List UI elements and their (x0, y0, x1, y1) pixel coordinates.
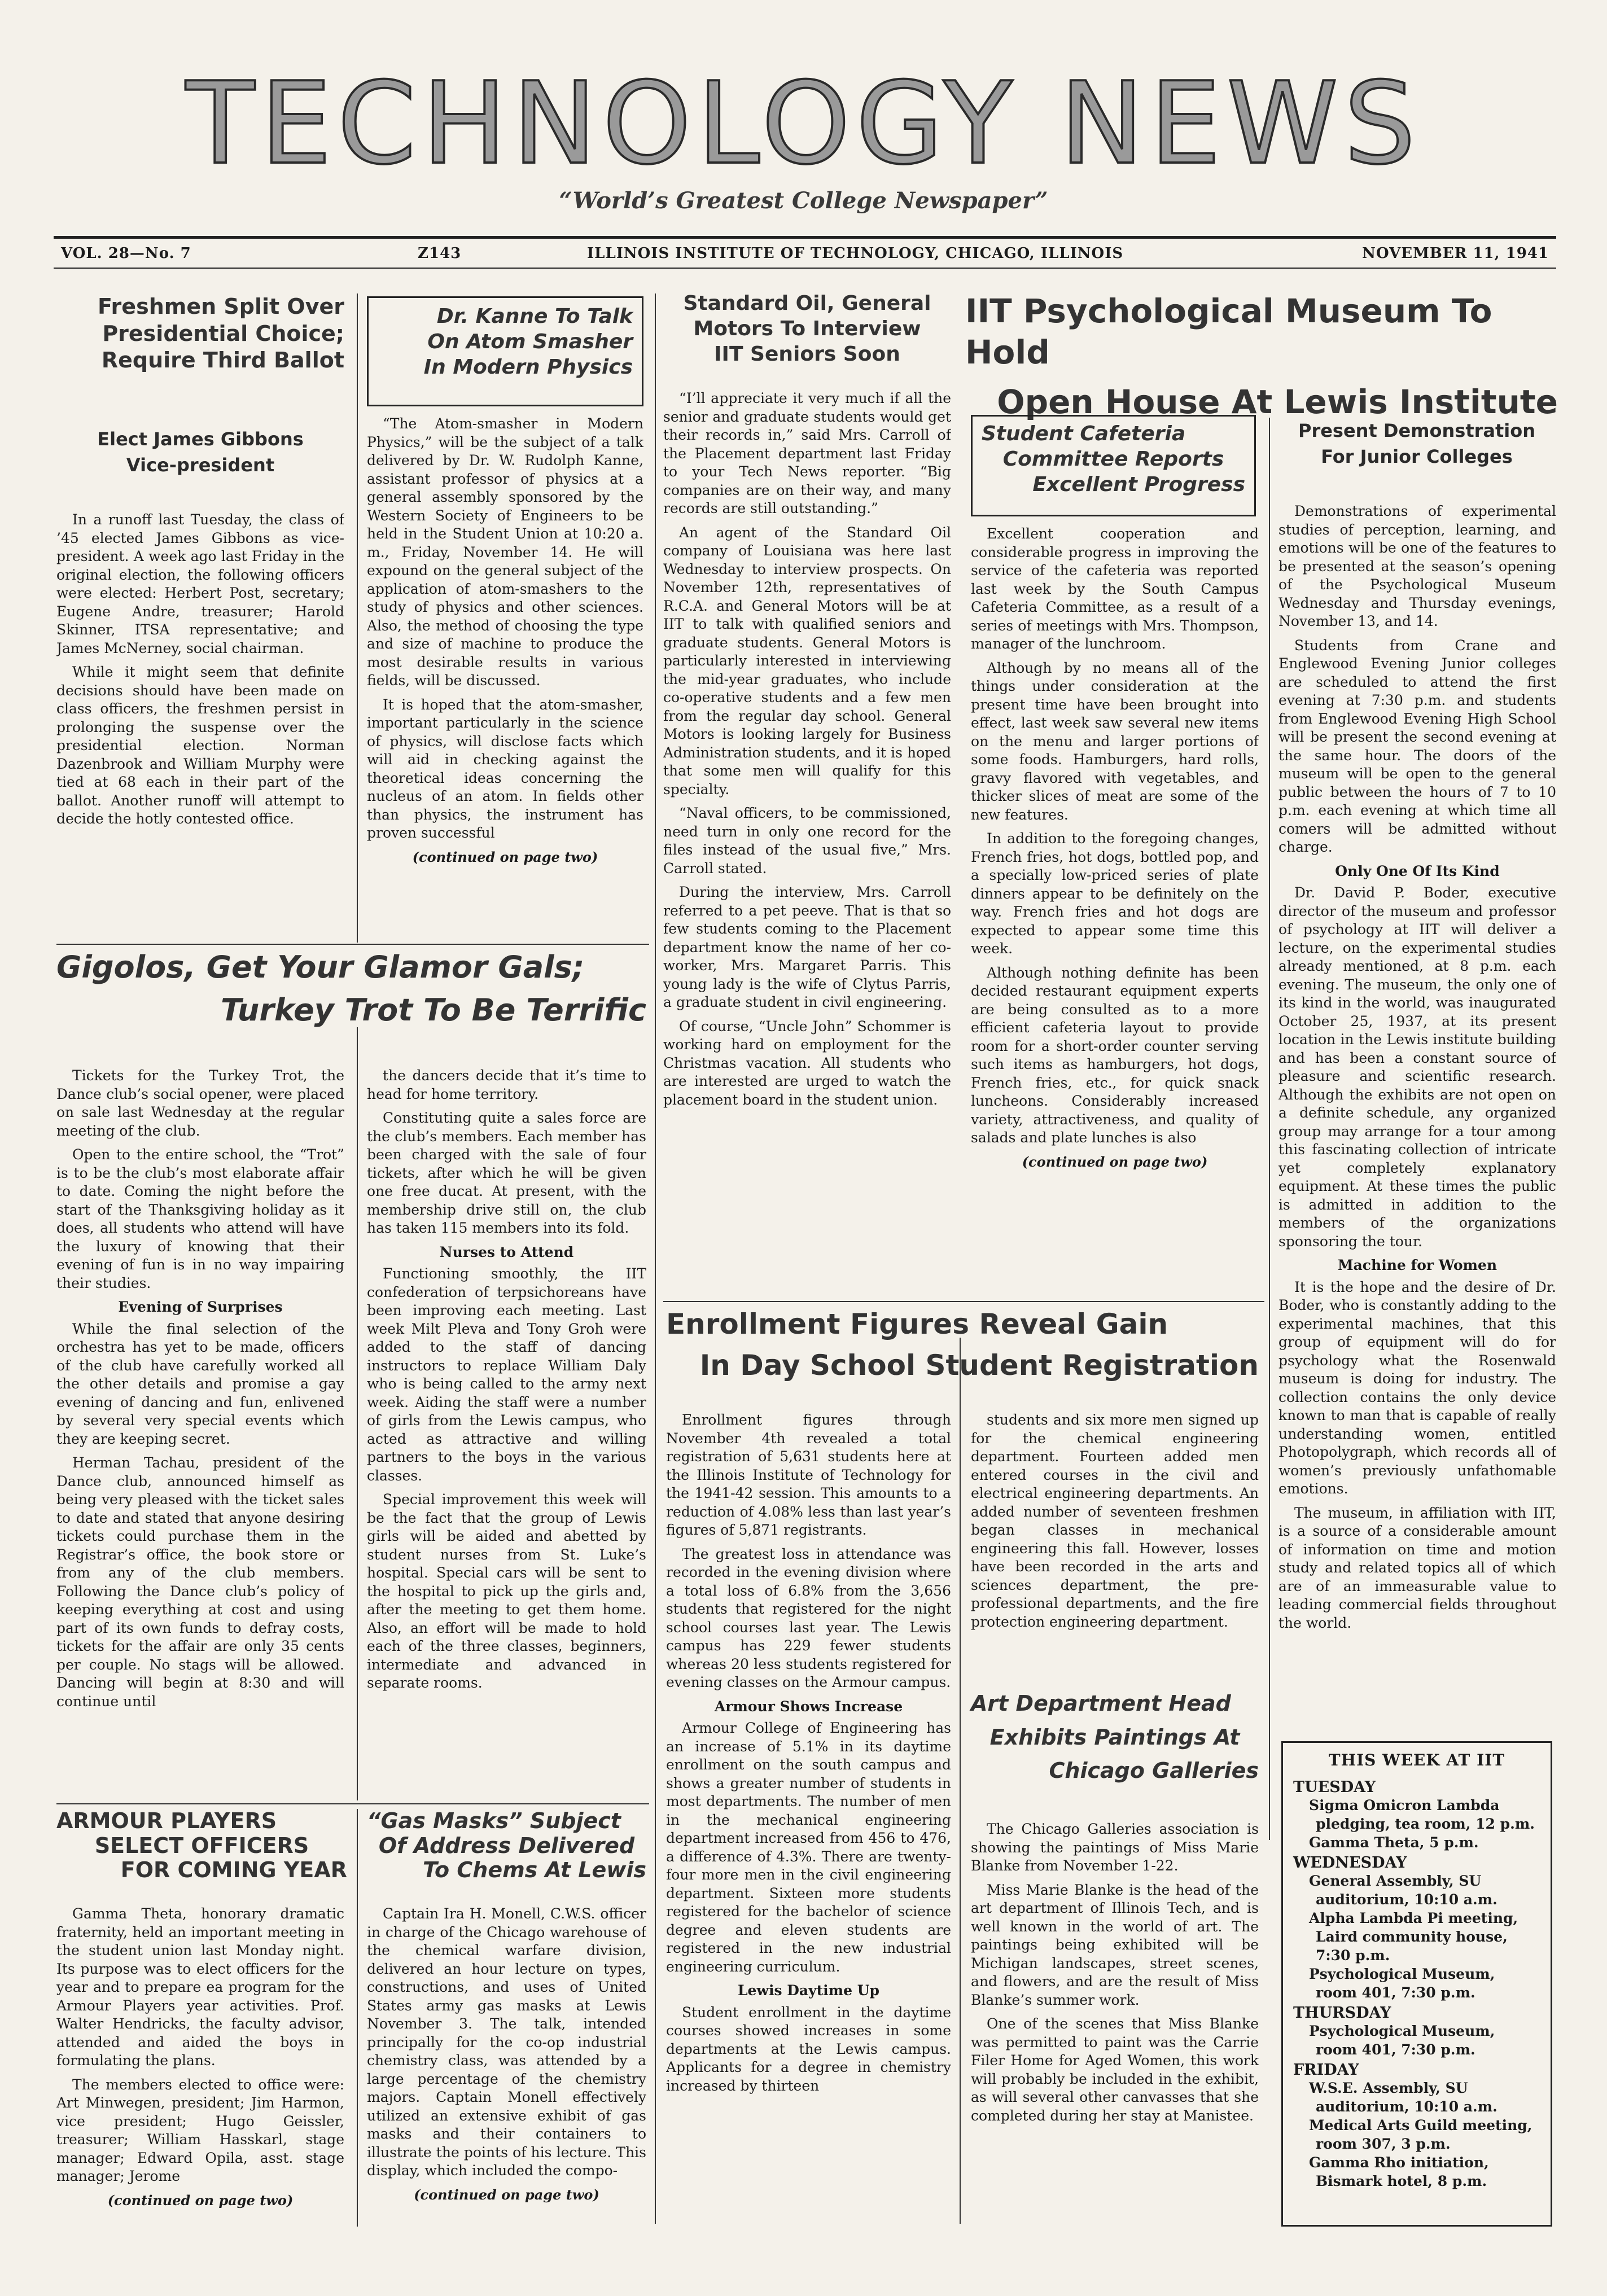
column-rule (960, 1338, 961, 2224)
column-rule (655, 293, 656, 2224)
calendar-event: W.S.E. Assembly, SU auditorium, 10:10 a.m. (1309, 2080, 1497, 2115)
calendar-event: Sigma Omicron Lambda pledging, tea room, 12 p.m. (1309, 1797, 1535, 1832)
freshmen-headline: Freshmen Split Over Presidential Choice; Require Third Ballot (98, 294, 344, 373)
continued-note: (continued on page two) (1022, 1153, 1208, 1170)
gas-masks-article-body: Captain Ira H. Monell, C.W.S. officer in charge of the Chicago warehouse of the chemical warfare division, delivered an hour lecture on types, constructions, and uses of United States army gas masks at Lewis November 3. The talk, intended principally for the co-op industrial chemistry class, was attended by a large percentage of the chemistry majors. Captain Monell effectively utilized an extensive exhibit of gas masks and their containers to illustrate the points of his lecture. This display, which included the compo- (continued on page two) (367, 1905, 646, 2203)
calendar-day: FRIDAY (1293, 2061, 1359, 2079)
section-heading: Only One Of Its Kind (1335, 862, 1500, 879)
masthead-rule-top (54, 236, 1556, 239)
calendar-event: Alpha Lambda Pi meeting, Laird community house, 7:30 p.m. (1309, 1910, 1518, 1964)
this-week-calendar (1281, 1741, 1552, 2227)
continued-note: (continued on page two) (107, 2192, 294, 2209)
museum-subhead: Present Demonstration For Junior Colleges (1298, 420, 1536, 468)
calendar-event: Medical Arts Guild meeting, room 307, 3 p.m. (1309, 2117, 1532, 2152)
kanne-headline: Dr. Kanne To Talk On Atom Smasher In Modern Physics (367, 296, 643, 406)
art-article-body: The Chicago Galleries association is showing the paintings of Miss Marie Blanke from November 1-22. Miss Marie Blanke is the head of the art department of Illinois Tech, and is well known in the world of art. The paintings being exhibited will be Michigan landscapes, street scenes, and flowers, and are the result of Miss Blanke’s summer work. One of the scenes that Miss Blanke was permitted to paint was the Carrie Filer Home for Aged Women, this work will probably be included in the exhibit, as will several other canvasses that she completed during her stay at Manistee. (971, 1821, 1259, 2124)
section-divider (56, 1803, 649, 1804)
calendar-day: WEDNESDAY (1293, 1854, 1407, 1872)
calendar-event: Psychological Museum, room 401, 7:30 p.m. (1309, 2023, 1495, 2058)
calendar-event: Gamma Theta, 5 p.m. (1309, 1834, 1479, 1851)
art-headline: Art Department Head Exhibits Paintings At Chicago Galleries (971, 1691, 1259, 1783)
museum-headline: IIT Psychological Museum To Hold Open House At Lewis Institute (965, 292, 1558, 421)
masthead-rule-bottom (54, 268, 1556, 269)
section-heading: Nurses to Attend (439, 1243, 574, 1260)
continued-note: (continued on page two) (414, 2186, 599, 2203)
cafeteria-article-body: Excellent cooperation and considerable progress in improving the service of the cafeteria was reported last week by the South Campus Cafeteria Committee, as a result of a series of meetings with Mrs. Thompson, manager of the lunchroom. Although by no means all of the things under consideration at the present time have been brought into effect, last week saw several new items on the menu and larger portions of some foods. Hamburgers, hard rolls, gravy flavored with vegetables, and thicker slices of meat are some of the new features. In addition to the foregoing changes, French fries, hot dogs, bottled pop, and a specially low-priced series of plate dinners appear to be definitely on the way. French fries and hot dogs are expected to appear some time this week. Although nothing definite has been decided restaurant equipment experts are being consulted as to a more efficient cafeteria layout to provide room for a short-order counter serving such items as hamburgers, hot dogs, French fries, etc., for quick snack luncheons. Considerably increased variety, attractiveness, and quality of salads and plate lunches is also (continued on page two) (971, 525, 1259, 1170)
masthead-title: TECHNOLOGY NEWS (186, 58, 1421, 190)
kanne-article-body: “The Atom-smasher in Modern Physics,” will be the subject of a talk delivered by Dr. W. Rudolph Kanne, assistant professor of physics at a general assembly sponsored by the Western Society of Engineers to be held in the Student Union at 10:20 a. m., Friday, November 14. He will expound on the general subject of the application of atom-smashers to the study of physics and other sciences. Also, the method of choosing the type and size of machine to produce the most desirable results in various fields, will be discussed. It is hoped that the atom-smasher, important particularly in the science of physics, will disclose facts which will aid in checking against the theoretical ideas concerning the nucleus of an atom. In fields other than physics, the instrument has proven successful (continued on page two) (367, 415, 643, 865)
armour-players-headline: ARMOUR PLAYERS SELECT OFFICERS FOR COMING YEAR (56, 1808, 347, 1883)
armour-players-article-body: Gamma Theta, honorary dramatic fraternity, held an important meeting in the student union last Monday night. Its purpose was to elect officers for the year and to prepare ea program for the Armour Players year activities. Prof. Walter Hendricks, the faculty advisor, attended and aided the boys in formulating the plans. The members elected to office were: Art Minwegen, president; Jim Harmon, vice president; Hugo Geissler, treasurer; William Hasskarl, stage manager; Edward Opila, asst. stage manager; Jerome (continued on page two) (56, 1905, 344, 2209)
column-rule (357, 1809, 358, 2227)
masthead-tagline: “World’s Greatest College Newspaper” (559, 187, 1048, 214)
gigolos-article-col2: the dancers decide that it’s time to head for home territory. Constituting quite a sales force are the club’s members. Each member has been charged with the sale of four tickets, after which he will be given one free ducat. At present, with the membership drive still on, the club has taken 115 members into its fold. Nurses to Attend Functioning smoothly, the IIT confederation of terpsichoreans have been improving each meeting. Last week Milt Pleva and Tony Groh were added to the staff of dancing instructors to replace William Daly who is being called to the army next week. Aiding the staff were a number of girls from the Lewis campus, who acted as attractive and willing partners to the boys in the various classes. Special improvement this week will be the fact that the group of Lewis girls will be aided and abetted by student nurses from St. Luke’s hospital. Special cars will be sent to the hospital to pick up the girls and, after the meeting to get them home. Also, an effort will be made to hold each of the three classes, beginners, intermediate and advanced in separate rooms. (367, 1067, 646, 1691)
section-divider (663, 1301, 1264, 1302)
gas-masks-headline: “Gas Masks” Subject Of Address Delivered To Chems At Lewis (367, 1808, 646, 1883)
volume-number: VOL. 28—No. 7 (61, 245, 191, 262)
column-rule (357, 1027, 358, 1800)
section-divider (56, 944, 649, 945)
calendar-event: Gamma Rho initiation, Bismark hotel, 8 p.m. (1309, 2154, 1489, 2189)
issue-date: NOVEMBER 11, 1941 (1362, 245, 1549, 262)
calendar-title: THIS WEEK AT IIT (1328, 1751, 1505, 1769)
museum-article-body: Demonstrations of experimental studies of perception, learning, and emotions will be one of the features to be presented at the season’s opening of the Psychological Museum Wednesday and Thursday evenings, November 13, and 14. Students from Crane and Englewood Evening Junior colleges are scheduled to attend the first evening at 7:30 p.m. and students from Englewood Evening High School will be present the second evening at the same hour. The doors of the museum will be open to the general public between the hours of 7 to 10 p.m. each evening at which time all comers will be admitted without charge. Only One Of Its Kind Dr. David P. Boder, executive director of the museum and professor of psychology at IIT will deliver a lecture, on the experimental studies already mentioned, at 8 p.m. each evening. The museum, the only one of its kind in the world, was inaugurated October 25, 1937, at its present location in the Lewis institute building and has been a constant source of pleasure and scientific research. Although the exhibits are not open on a definite schedule, any organized group may arrange for a tour among this fascinating collection of intricate yet completely explanatory equipment. At these times the public is admitted in addition to the members of the organizations sponsoring the tour. Machine for Women It is the hope and the desire of Dr. Boder, who is constantly adding to the experimental machines, that this group of equipment will do for psychology what the Rosenwald museum is doing for industry. The collection contains the only device known to man that is capable of really understanding women, entitled Photopolygraph, which records all of women’s previously unfathomable emotions. The museum, in affiliation with IIT, is a source of a considerable amount of information on time and motion study and related topics all of which are of an immeasurable value to leading commercial fields throughout the world. (1278, 503, 1556, 1631)
cafeteria-headline: Student Cafeteria Committee Reports Excellent Progress (971, 415, 1256, 516)
calendar-event: Psychological Museum, room 401, 7:30 p.m. (1309, 1966, 1495, 2001)
calendar-day: TUESDAY (1293, 1778, 1376, 1796)
institution-name: ILLINOIS INSTITUTE OF TECHNOLOGY, CHICAGO, ILLINOIS (587, 245, 1124, 262)
calendar-event: General Assembly, SU auditorium, 10:10 a.m. (1309, 1873, 1497, 1908)
calendar-day: THURSDAY (1293, 2004, 1391, 2022)
freshmen-article-body: In a runoff last Tuesday, the class of ’45 elected James Gibbons as vice-president. A week ago last Friday in the original election, the following officers were elected: Herbert Post, secretary; Eugene Andre, treasurer; Harold Skinner, ITSA representative; and James McNerney, social chairman. While it might seem that definite decisions should have been made on class officers, the freshmen persist in prolonging the suspense over the presidential election. Norman Dazenbrook and William Murphy were tied at 68 each in their part of the ballot. Another runoff will attempt to decide the hotly contested office. (56, 511, 344, 827)
section-heading: Lewis Daytime Up (737, 1982, 880, 1999)
standard-oil-article-body: “I’ll appreciate it very much if all the senior and graduate students would get their records in,” said Mrs. Carroll of the Placement department last Friday to your Tech News reporter. “Big companies are on their way, and many records are still outstanding.” An agent of the Standard Oil company of Louisiana was here last Wednesday to interview prospects. On November 12th, representatives of R.C.A. and General Motors will be at IIT to talk with qualified seniors and graduate students. General Motors is particularly interested in interviewing the mid-year graduates, who include co-operative students and a few men from the regular day school. General Motors is looking largely for Business Administration students, and it is hoped that some men will qualify for this specialty. “Naval officers, to be commissioned, need turn in only one record for the files instead of the usual five,” Mrs. Carroll stated. During the interview, Mrs. Carroll referred to a pet peeve. That is that so few students coming to the Placement department know the name of her co-worker, Mrs. Margaret Parris. This young lady is the wife of Clytus Parris, a graduate student in civil engineering. Of course, “Uncle John” Schommer is working hard on employment for the Christmas vacation. All students who are interested are urged to watch the placement board in the student union. (663, 390, 951, 1108)
standard-oil-headline: Standard Oil, General Motors To Interview IIT Seniors Soon (683, 292, 931, 366)
section-heading: Armour Shows Increase (714, 1698, 903, 1715)
gigolos-article-col1: Tickets for the Turkey Trot, the Dance club’s social opener, were placed on sale last Wednesday at the regular meeting of the club. Open to the entire school, the “Trot” is to be the club’s most elaborate affair to date. Coming the night before the start of the Thanksgiving holiday as it does, all students who attend will have the luxury of knowing that their evening of fun is in no way impairing their studies. Evening of Surprises While the final selection of the orchestra has yet to be made, officers of the club have carefully worked all the other details and promise a gay evening of dancing and fun, enlivened by several very special events which they are keeping secret. Herman Tachau, president of the Dance club, announced himself as being very pleased with the ticket sales to date and stated that anyone desiring tickets could purchase them in the Registrar’s office, the book store or from any of the club members. Following the Dance club’s policy of keeping everything at cost and using part of its own funds to defray costs, tickets for the affair are only 35 cents per couple. No stags will be allowed. Dancing will begin at 8:30 and will continue until (56, 1067, 344, 1710)
issue-code: Z143 (418, 245, 462, 262)
continued-note: (continued on page two) (412, 848, 598, 865)
gigolos-headline: Gigolos, Get Your Glamor Gals; Turkey Trot To Be Terrific (56, 949, 646, 1028)
enrollment-article-col1: Enrollment figures through November 4th revealed a total registration of 5,631 students here at the Illinois Institute of Technology for the 1941-42 session. This amounts to a reduction of 4.08% less than last year’s figures of 5,871 registrants. The greatest loss in attendance was recorded in the evening division where a total loss of 6.8% from the 3,656 students that registered for the night school courses last year. The Lewis campus has 229 fewer students whereas 20 less students registered for evening classes on the Armour campus. Armour Shows Increase Armour College of Engineering has an increase of 5.1% in its daytime enrollment on the south campus and shows a greater number of students in most departments. The number of men in the mechanical engineering department increased from 456 to 476, a difference of 4.3%. There are twenty-four more men in the civil engineering department. Sixteen more students registered for the bachelor of science degree and eleven students are registered in the new industrial engineering curriculum. Lewis Daytime Up Student enrollment in the daytime courses showed increases in some departments at the Lewis campus. Applicants for a degree in chemistry increased by thirteen (666, 1412, 951, 2094)
enrollment-article-col2: students and six more men signed up for the chemical engineering department. Fourteen added men entered courses in the civil and electrical engineering departments. An added number of seventeen freshmen began classes in mechanical engineering this fall. However, losses have been recorded in the arts and sciences department, the pre-professional departments, and the fire protection engineering department. (971, 1412, 1259, 1630)
freshmen-subhead: Elect James Gibbons Vice-president (97, 428, 304, 476)
section-heading: Evening of Surprises (118, 1299, 283, 1315)
enrollment-headline: Enrollment Figures Reveal Gain In Day School Student Registration (666, 1308, 1259, 1382)
column-rule (357, 293, 358, 943)
column-rule (1269, 418, 1270, 1840)
section-heading: Machine for Women (1337, 1257, 1497, 1273)
dateline (56, 243, 1553, 265)
